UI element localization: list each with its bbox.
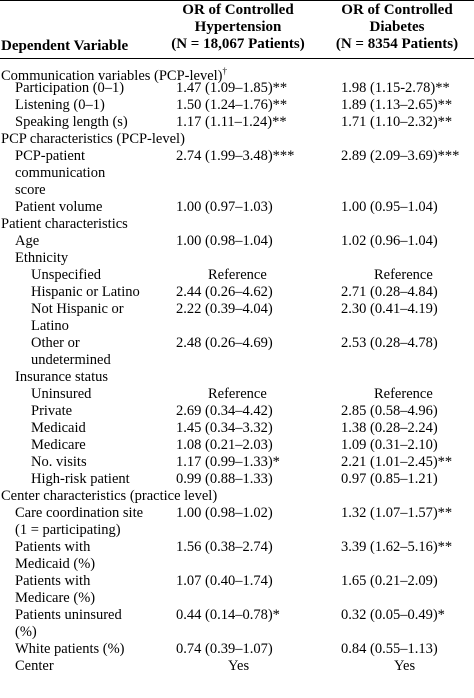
row-label xyxy=(31,267,101,284)
row-label xyxy=(31,386,91,403)
row-label xyxy=(15,97,105,114)
diabetes-or-cell: 2.30 (0.41–4.19) xyxy=(341,301,438,317)
row-label-line: (1 = participating) xyxy=(15,522,121,538)
table-row xyxy=(0,471,474,488)
table-row xyxy=(0,369,474,386)
row-label xyxy=(31,454,87,471)
table-row xyxy=(0,505,474,539)
hypertension-or-cell: 0.74 (0.39–1.07) xyxy=(176,641,273,657)
footnote-mark: † xyxy=(222,66,227,76)
row-label xyxy=(15,369,108,386)
row-label-line: Medicaid xyxy=(31,420,86,436)
diabetes-or-cell: 1.00 (0.95–1.04) xyxy=(341,199,438,215)
header-diabetes-line1: OR of Controlled xyxy=(341,2,453,18)
hypertension-or-cell: 1.00 (0.97–1.03) xyxy=(176,199,273,215)
row-label xyxy=(31,335,111,369)
diabetes-or-cell: 2.71 (0.28–4.84) xyxy=(341,284,438,300)
row-label-line: Medicaid (%) xyxy=(15,556,96,572)
diabetes-or-cell: 3.39 (1.62–5.16)** xyxy=(341,539,453,555)
table-row xyxy=(0,539,474,573)
hypertension-or-cell: 1.56 (0.38–2.74) xyxy=(176,539,273,555)
table-row xyxy=(0,63,474,84)
hypertension-or-cell: 1.45 (0.34–3.32) xyxy=(176,420,273,436)
table-row xyxy=(0,267,474,284)
diabetes-or-cell: 2.85 (0.58–4.96) xyxy=(341,403,438,419)
header-diabetes-line2: Diabetes xyxy=(369,19,425,35)
table-row xyxy=(0,573,474,607)
row-label-line: Medicare (%) xyxy=(15,590,96,606)
row-label-line: undetermined xyxy=(31,352,111,368)
header-hypertension xyxy=(163,2,313,53)
row-label-line: Private xyxy=(31,403,73,419)
hypertension-or-cell: Yes xyxy=(228,658,250,674)
row-label-line: Patients with xyxy=(15,573,91,589)
diabetes-or-cell: 1.65 (0.21–2.09) xyxy=(341,573,438,589)
row-label xyxy=(15,505,143,539)
table-row xyxy=(0,80,474,97)
table-row xyxy=(0,420,474,437)
row-label-line: Speaking length (s) xyxy=(15,114,128,130)
row-label xyxy=(15,80,124,97)
row-label xyxy=(15,199,102,216)
table-row xyxy=(0,488,474,505)
table-row xyxy=(0,437,474,454)
row-label-line: (%) xyxy=(15,624,37,640)
table-row xyxy=(0,335,474,369)
row-label-line: No. visits xyxy=(31,454,87,470)
table-row xyxy=(0,250,474,267)
table-row xyxy=(0,284,474,301)
row-label xyxy=(31,284,140,301)
row-label-line: Center xyxy=(15,658,54,674)
diabetes-or-cell: Reference xyxy=(374,267,433,283)
row-label xyxy=(15,658,54,675)
hypertension-or-cell: 0.99 (0.88–1.33) xyxy=(176,471,273,487)
hypertension-or-cell: Reference xyxy=(208,386,267,402)
row-label xyxy=(1,488,217,505)
header-hypertension-line1: OR of Controlled xyxy=(182,2,294,18)
header-dependent-variable: Dependent Variable xyxy=(1,38,129,54)
diabetes-or-cell: Yes xyxy=(394,658,416,674)
top-rule xyxy=(0,0,474,1)
row-label-line: Care coordination site xyxy=(15,505,144,521)
row-label-line: Patients uninsured xyxy=(15,607,122,623)
diabetes-or-cell: 1.02 (0.96–1.04) xyxy=(341,233,438,249)
hypertension-or-cell: 2.44 (0.26–4.62) xyxy=(176,284,273,300)
row-label xyxy=(15,148,105,199)
row-label-line: communication xyxy=(15,165,106,181)
table-row xyxy=(0,641,474,658)
row-label xyxy=(15,573,95,607)
row-label-line: Patients with xyxy=(15,539,91,555)
row-label xyxy=(1,216,128,233)
row-label xyxy=(31,471,130,488)
row-label xyxy=(1,131,185,148)
row-label xyxy=(15,641,125,658)
row-label-line: Participation (0–1) xyxy=(15,80,125,96)
row-label xyxy=(15,539,95,573)
row-label-line: Latino xyxy=(31,318,69,334)
hypertension-or-cell: 1.17 (1.11–1.24)** xyxy=(176,114,287,130)
table-row xyxy=(0,658,474,675)
hypertension-or-cell: 1.50 (1.24–1.76)** xyxy=(176,97,288,113)
table-body xyxy=(0,63,474,675)
hypertension-or-cell: 2.69 (0.34–4.42) xyxy=(176,403,273,419)
diabetes-or-cell: 1.09 (0.31–2.10) xyxy=(341,437,438,453)
diabetes-or-cell: Reference xyxy=(374,386,433,402)
row-label-line: White patients (%) xyxy=(15,641,125,657)
table-row xyxy=(0,97,474,114)
hypertension-or-cell: 2.48 (0.26–4.69) xyxy=(176,335,273,351)
diabetes-or-cell: 1.71 (1.10–2.32)** xyxy=(341,114,453,130)
table-row xyxy=(0,454,474,471)
row-label-line: Center characteristics (practice level) xyxy=(1,488,218,504)
row-label xyxy=(15,250,68,267)
table-row xyxy=(0,301,474,335)
table-row xyxy=(0,386,474,403)
hypertension-or-cell: Reference xyxy=(208,267,267,283)
diabetes-or-cell: 2.89 (2.09–3.69)*** xyxy=(341,148,460,164)
diabetes-or-cell: 0.84 (0.55–1.13) xyxy=(341,641,438,657)
diabetes-or-cell: 2.53 (0.28–4.78) xyxy=(341,335,438,351)
hypertension-or-cell: 1.07 (0.40–1.74) xyxy=(176,573,273,589)
hypertension-or-cell: 2.22 (0.39–4.04) xyxy=(176,301,273,317)
row-label-line: Ethnicity xyxy=(15,250,69,266)
hypertension-or-cell: 1.00 (0.98–1.04) xyxy=(176,233,273,249)
header-diabetes xyxy=(320,2,474,53)
row-label-line: score xyxy=(15,182,46,198)
row-label-line: Patient characteristics xyxy=(1,216,128,232)
diabetes-or-cell: 1.32 (1.07–1.57)** xyxy=(341,505,453,521)
row-label-line: Not Hispanic or xyxy=(31,301,124,317)
diabetes-or-cell: 0.97 (0.85–1.21) xyxy=(341,471,438,487)
row-label-line: Patient volume xyxy=(15,199,103,215)
row-label xyxy=(31,301,124,335)
table-row xyxy=(0,216,474,233)
row-label xyxy=(31,437,86,454)
hypertension-or-cell: 1.00 (0.98–1.02) xyxy=(176,505,273,521)
diabetes-or-cell: 1.98 (1.15-2.78)** xyxy=(341,80,450,96)
row-label-line: Unspecified xyxy=(31,267,102,283)
hypertension-or-cell: 1.47 (1.09–1.85)** xyxy=(176,80,288,96)
row-label-line: PCP characteristics (PCP-level) xyxy=(1,131,185,147)
row-label-line: Medicare xyxy=(31,437,86,453)
row-label-line: Age xyxy=(15,233,40,249)
table-row xyxy=(0,403,474,420)
table-row xyxy=(0,131,474,148)
table-row xyxy=(0,607,474,641)
row-label xyxy=(31,420,86,437)
diabetes-or-cell: 2.21 (1.01–2.45)** xyxy=(341,454,453,470)
table-row xyxy=(0,233,474,250)
diabetes-or-cell: 0.32 (0.05–0.49)* xyxy=(341,607,445,623)
diabetes-or-cell: 1.89 (1.13–2.65)** xyxy=(341,97,453,113)
row-label-line: Hispanic or Latino xyxy=(31,284,140,300)
row-label xyxy=(15,233,39,250)
hypertension-or-cell: 1.17 (0.99–1.33)* xyxy=(176,454,280,470)
table-row xyxy=(0,199,474,216)
table-row xyxy=(0,148,474,199)
row-label xyxy=(31,403,72,420)
hypertension-or-cell: 2.74 (1.99–3.48)*** xyxy=(176,148,295,164)
row-label-line: Insurance status xyxy=(15,369,109,385)
header-hypertension-line3: (N = 18,067 Patients) xyxy=(171,36,305,52)
header-diabetes-line3: (N = 8354 Patients) xyxy=(335,36,459,52)
table-row xyxy=(0,114,474,131)
row-label-line: Uninsured xyxy=(31,386,92,402)
hypertension-or-cell: 1.08 (0.21–2.03) xyxy=(176,437,273,453)
row-label-line: Listening (0–1) xyxy=(15,97,105,113)
row-label-line: PCP-patient xyxy=(15,148,86,164)
header-rule xyxy=(0,58,474,59)
row-label-line: Communication variables (PCP-level)† xyxy=(1,66,227,84)
diabetes-or-cell: 1.38 (0.28–2.24) xyxy=(341,420,438,436)
header-hypertension-line2: Hypertension xyxy=(194,19,282,35)
row-label xyxy=(15,607,122,641)
hypertension-or-cell: 0.44 (0.14–0.78)* xyxy=(176,607,280,623)
row-label-line: Other or xyxy=(31,335,80,351)
row-label-line: High-risk patient xyxy=(31,471,130,487)
row-label xyxy=(15,114,128,131)
